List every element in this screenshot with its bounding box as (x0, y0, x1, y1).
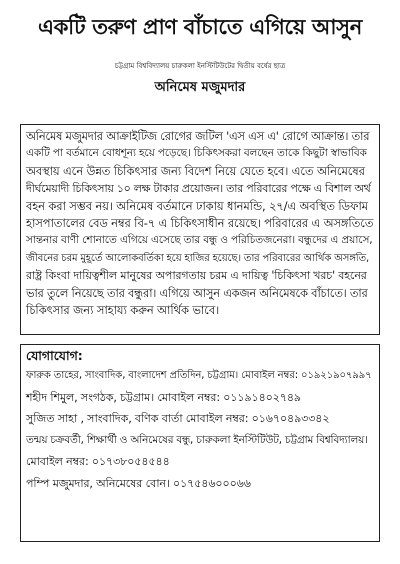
body-line: বহন করা সম্ভব নয়। অনিমেষ বর্তমানে ঢাকায় ধানমন্ডি, ২৭/এ অবস্থিত ডিফাম (26, 198, 368, 213)
contact-box (20, 344, 380, 542)
body-line: রাষ্ট্র কিংবা দায়িত্বশীল মানুষের অপারগতায় চরম এ দায়িত্ব 'চিকিৎসা খরচ' বহনের (26, 269, 367, 283)
contact-heading: যোগাযোগ: (26, 348, 83, 363)
notice-subtitle: চট্টগ্রাম বিশ্ববিদ্যালয় চারুকলা ইনস্টিটিউটের দ্বিতীয় বর্ষের ছাত্র (114, 62, 286, 70)
contact-line: সুজিত সাহা , সাংবাদিক, বণিক বার্তা মোবাইল নম্বর: ০১৬৭০৪৯৩৩৪২ (26, 412, 330, 425)
body-line: জীবনের চরম মুহূর্তে আলোকবর্তিকা হয়ে হাজির হয়েছে। তার পরিবারের আর্থিক অসঙ্গতি, (26, 252, 369, 264)
contact-line: তন্ময় চক্রবর্তী, শিক্ষার্থী ও অনিমেষের বন্ধু, চারুকলা ইনস্টিটিউট, চট্টগ্রাম বিশ্ববিদ্যালয়। (26, 433, 368, 446)
contact-line: মোবাইল নম্বর: ০১৭৩৮০৫৪৫৪৪ (26, 455, 170, 468)
body-line: অনিমেষ মজুমদার আক্রাইটিজ রোগের জটিল 'এস এস এ' রোগে আক্রান্ত। তার (26, 129, 370, 143)
body-line: দীর্ঘমেয়াদী চিকিৎসায় ১০ লক্ষ টাকার প্রয়োজন। তার পরিবারের পক্ষে এ বিশাল অর্থ (26, 182, 371, 196)
body-line: ভার তুলে নিয়েছে তার বন্ধুরা। এগিয়ে আসুন একজন অনিমেষকে বাঁচাতে। তার (26, 285, 368, 300)
body-line: একটি পা বর্তমানে বোধশূন্য হয়ে পড়েছে। চিকিৎসকরা বলছেন তাকে কিছুটা স্বাভাবিক (26, 147, 367, 160)
notice-title: একটি তরুণ প্রাণ বাঁচাতে এগিয়ে আসুন (38, 15, 362, 39)
body-line: সান্তনার বাণী শোনাতে এগিয়ে এসেছে তার বন্ধু ও পরিচিতজনেরা। বন্ধুদের এ প্রয়াসে, (26, 234, 373, 247)
appeal-body-box (20, 124, 380, 335)
body-line: অবস্থায় এনে উন্নত চিকিৎসার জন্য বিদেশ নিয়ে যেতে হবে। এতে অনিমেষের (26, 163, 365, 178)
body-line: হাসপাতালের বেড নম্বর বি-৭ এ চিকিৎসাধীন রয়েছে। পরিবারের এ অসঙ্গতিতে (26, 216, 374, 231)
contact-line: ফারুক তাহের, সাংবাদিক, বাংলাদেশ প্রতিদিন, চট্টগ্রাম। মোবাইল নম্বর: ০১৯২১৯০৭৯৯৭ (26, 370, 372, 381)
patient-name: অনিমেষ মজুমদার (154, 80, 246, 95)
contact-line: শহীদ শিমুল, সংগঠক, চট্টগ্রাম। মোবাইল নম্বর: ০১১৯১৪০২৭৪৯ (26, 390, 301, 404)
contact-line: পম্পি মজুমদার, অনিমেষের বোন। ০১৭৫৪৬০০০৬৬ (26, 476, 251, 490)
body-line: চিকিৎসার জন্য সাহায্য করুন আর্থিক ভাবে। (26, 303, 220, 318)
